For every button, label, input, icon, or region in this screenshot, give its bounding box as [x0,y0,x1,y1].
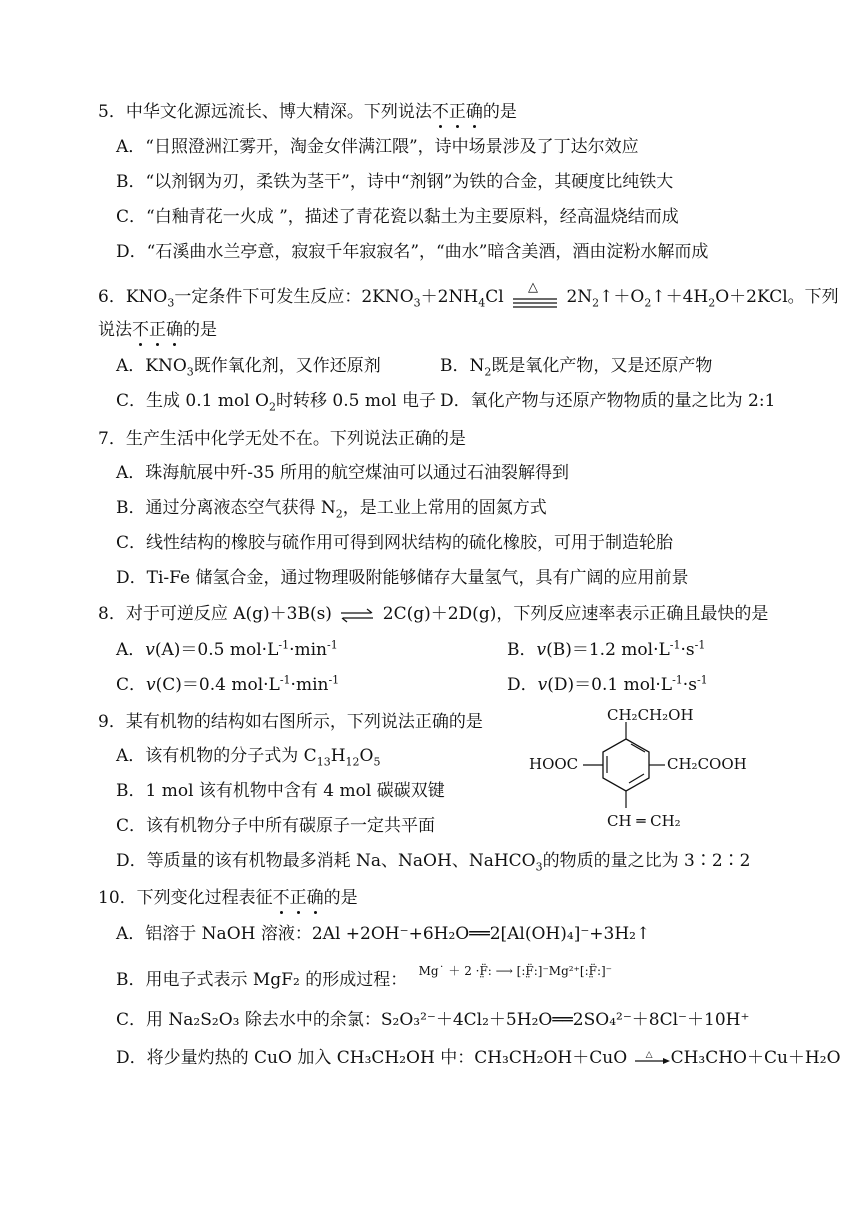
q5-option-c: C．“白釉青花一火成 ”，描述了青花瓷以黏土为主要原料，经高温烧结而成 [116,207,679,227]
q5-option-b: B．“以剂钢为刃，柔铁为茎干”，诗中“剂钢”为铁的合金，其硬度比纯铁大 [116,172,674,192]
heat-triangle: △ [528,279,539,295]
q5-option-d: D．“石溪曲水兰亭意，寂寂千年寂寂名”，“曲水”暗含美酒，酒由淀粉水解而成 [116,242,709,262]
q6-stem-line2: 说法不正确的是 [98,320,217,340]
q10-option-a: A．铝溶于 NaOH 溶液：2Al +2OH⁻+6H₂O══2[Al(OH)₄]⁻+3H₂↑ [116,924,651,944]
q7-option-d: D．Ti-Fe 储氢合金，通过物理吸附能够储存大量氢气，具有广阔的应用前景 [116,568,689,588]
struct-top-group: CH₂CH₂OH [607,706,694,724]
q9-option-c: C．该有机物分子中所有碳原子一定共平面 [116,816,436,836]
q6-option-c: C．生成 0.1 mol $O_2$时转移 0.5 mol 电子 [116,391,437,414]
q10-stem: 10．下列变化过程表征不正确的是 [98,888,358,908]
structure-diagram [525,708,765,838]
electron-formula: Mg˙ ＋ 2 ·F̤̈: ⟶ [:F̤̈:]⁻Mg²⁺[:F̤̈:]⁻ [418,964,613,978]
q8-option-d: D．v(D)＝0.1 $mol\cdot L^{-1}\cdot s^{-1}$ [507,673,708,695]
q9-option-d: D．等质量的该有机物最多消耗 Na、NaOH、NaHCO$_3$的物质的量之比为 3∶2∶2 [116,851,751,874]
heat-equals-sign [509,279,561,308]
q9-option-a: A．该有机物的分子式为 $C_{13}H_{12}O_5$ [116,746,381,769]
struct-left-group: HOOC [529,755,579,773]
q6-stem: 6．$KNO_3$一定条件下可发生反应：$2KNO_3+2NH_4Cl$ △ $2N_2↑+O_2↑+4H_2O+2KCl$。下列 [98,285,839,309]
q6-option-a: A．$KNO_3$既作氧化剂，又作还原剂 [116,356,381,379]
q5-option-a: A．“日照澄洲江雾开，淘金女伴满江隈”，诗中场景涉及了丁达尔效应 [116,137,639,157]
heat-arrow [633,1049,671,1069]
struct-right-group: CH₂COOH [667,755,747,773]
q7-stem: 7．生产生活中化学无处不在。下列说法正确的是 [98,429,466,449]
q6-option-b: B．$N_2$既是氧化产物，又是还原产物 [440,356,713,379]
q5-stem: 5．中华文化源远流长、博大精深。下列说法不正确的是 [98,102,517,122]
q8-option-b: B．v(B)＝1.2 $mol\cdot L^{-1}\cdot s^{-1}$ [507,638,706,660]
struct-bottom-group: CH ═ CH₂ [607,812,681,830]
q8-option-c: C．v(C)＝0.4 $mol\cdot L^{-1}\cdot\min^{-1}$ [116,673,340,695]
q8-stem: 8．对于可逆反应 A(g)＋3B(s) 2C(g)＋2D(g)，下列反应速率表示正确且最快的是 [98,604,769,624]
q10-option-b: B．用电子式表示 MgF₂ 的形成过程： $^{Mg˙ + 2 \cdot F̤̈: ⟶ [:F̤̈:]^-Mg^{2+}[:F̤̈:]^-}$ [116,964,613,990]
q7-option-a: A．珠海航展中歼-35 所用的航空煤油可以通过石油裂解得到 [116,463,570,483]
q9-option-b: B．1 mol 该有机物中含有 4 mol 碳碳双键 [116,781,445,801]
q6-option-d: D．氧化产物与还原产物物质的量之比为 2:1 [440,391,776,411]
q10-option-c: C．用 Na₂S₂O₃ 除去水中的余氯：S₂O₃²⁻＋4Cl₂＋5H₂O══2SO₄²⁻＋8Cl⁻＋10H⁺ [116,1010,750,1030]
q8-option-a: A．v(A)＝0.5 $mol\cdot L^{-1}\cdot\min^{-1}$ [116,638,338,660]
q10-option-d: D．将少量灼热的 CuO 加入 CH₃CH₂OH 中：CH₃CH₂OH＋CuO △ CH₃CHO＋Cu＋H₂O [116,1046,841,1070]
q7-option-c: C．线性结构的橡胶与硫作用可得到网状结构的硫化橡胶，可用于制造轮胎 [116,533,674,553]
heat-triangle-small: △ [645,1049,653,1060]
reversible-arrow [337,605,377,625]
q9-stem: 9．某有机物的结构如右图所示，下列说法正确的是 [98,712,483,732]
q7-option-b: B．通过分离液态空气获得 $N_2$，是工业上常用的固氮方式 [116,498,547,521]
